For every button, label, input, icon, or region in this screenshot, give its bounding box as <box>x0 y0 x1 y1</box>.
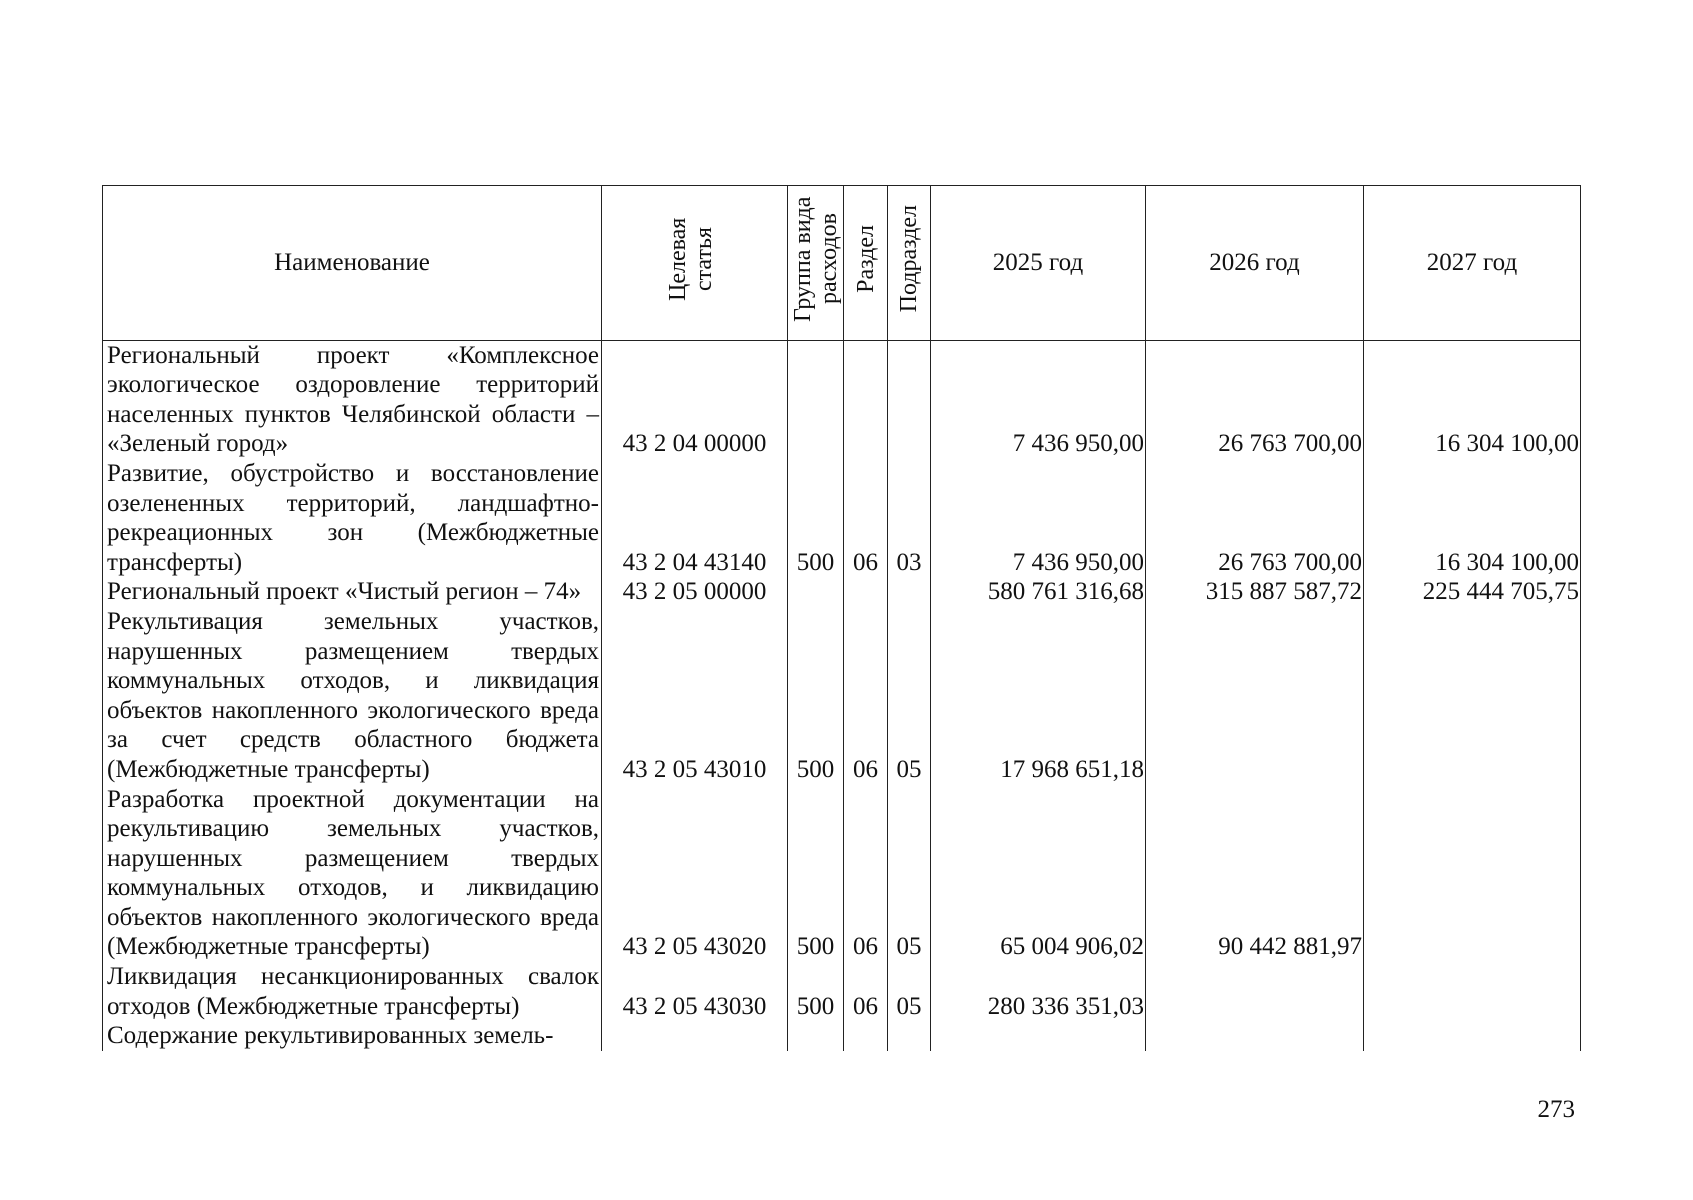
row-section <box>844 340 888 459</box>
row-2026: 26 763 700,00 <box>1146 459 1364 577</box>
header-subsection-label: Подраздел <box>896 205 922 313</box>
header-section-label: Раздел <box>852 225 879 293</box>
row-subsection <box>888 577 931 607</box>
table-row <box>103 1021 1581 1051</box>
row-2027 <box>1364 962 1581 1021</box>
header-section <box>844 186 888 341</box>
row-section <box>844 1021 888 1051</box>
header-name: Наименование <box>103 186 602 341</box>
row-section: 06 <box>844 459 888 577</box>
page-number: 273 <box>1537 1096 1575 1123</box>
row-subsection: 03 <box>888 459 931 577</box>
row-2027 <box>1364 607 1581 785</box>
row-expense-group: 500 <box>788 607 844 785</box>
row-2027: 16 304 100,00 <box>1364 459 1581 577</box>
table-row <box>103 785 1581 963</box>
row-subsection: 05 <box>888 607 931 785</box>
row-expense-group <box>788 340 844 459</box>
row-subsection <box>888 1021 931 1051</box>
row-name: Разработка проектной документации на рекультивацию земельных участков, нарушенных размещением твердых коммунальных отходов, и ликвидацию объектов накопленного экологического вреда (Межбюджетные трансферты) <box>103 785 602 963</box>
row-subsection: 05 <box>888 785 931 963</box>
row-name: Региональный проект «Комплексное экологическое оздоровление территорий населенных пунктов Челябинской области – «Зеленый город» <box>103 340 602 459</box>
row-expense-group: 500 <box>788 785 844 963</box>
row-target-article: 43 2 05 00000 <box>602 577 788 607</box>
row-section: 06 <box>844 785 888 963</box>
header-expense-group-label: Группа вида расходов <box>789 196 842 322</box>
row-2025: 65 004 906,02 <box>931 785 1146 963</box>
row-name: Развитие, обустройство и восстановление озелененных территорий, ландшафтно-рекреационных зон (Межбюджетные трансферты) <box>103 459 602 577</box>
row-2026 <box>1146 1021 1364 1051</box>
row-expense-group: 500 <box>788 459 844 577</box>
row-target-article: 43 2 05 43020 <box>602 785 788 963</box>
row-expense-group: 500 <box>788 962 844 1021</box>
header-2027: 2027 год <box>1364 186 1581 341</box>
row-2025: 280 336 351,03 <box>931 962 1146 1021</box>
row-2025: 7 436 950,00 <box>931 340 1146 459</box>
row-2026 <box>1146 962 1364 1021</box>
table-row <box>103 577 1581 607</box>
header-subsection <box>888 186 931 341</box>
row-subsection: 05 <box>888 962 931 1021</box>
table-row <box>103 340 1581 459</box>
row-2025: 580 761 316,68 <box>931 577 1146 607</box>
row-name: Содержание рекультивированных земель- <box>103 1021 602 1051</box>
header-target-article <box>602 186 788 341</box>
row-name: Региональный проект «Чистый регион – 74» <box>103 577 602 607</box>
row-2025 <box>931 1021 1146 1051</box>
header-expense-group <box>788 186 844 341</box>
row-target-article <box>602 1021 788 1051</box>
row-2026 <box>1146 607 1364 785</box>
row-target-article: 43 2 05 43030 <box>602 962 788 1021</box>
budget-table <box>102 185 1581 1051</box>
row-2027 <box>1364 785 1581 963</box>
row-target-article: 43 2 04 00000 <box>602 340 788 459</box>
table-row <box>103 607 1581 785</box>
row-name: Ликвидация несанкционированных свалок отходов (Межбюджетные трансферты) <box>103 962 602 1021</box>
row-section: 06 <box>844 607 888 785</box>
row-subsection <box>888 340 931 459</box>
row-name: Рекультивация земельных участков, нарушенных размещением твердых коммунальных отходов, и ликвидация объектов накопленного экологического вреда за счет средств областного бюджета (Межбюджетные трансферты) <box>103 607 602 785</box>
row-2025: 7 436 950,00 <box>931 459 1146 577</box>
table-row <box>103 459 1581 577</box>
header-2026: 2026 год <box>1146 186 1364 341</box>
header-target-article-label: Целевая статья <box>664 217 717 301</box>
table-row <box>103 962 1581 1021</box>
table-header-row <box>103 186 1581 341</box>
row-section: 06 <box>844 962 888 1021</box>
row-expense-group <box>788 1021 844 1051</box>
row-2026: 26 763 700,00 <box>1146 340 1364 459</box>
row-section <box>844 577 888 607</box>
row-target-article: 43 2 05 43010 <box>602 607 788 785</box>
row-target-article: 43 2 04 43140 <box>602 459 788 577</box>
row-2027: 225 444 705,75 <box>1364 577 1581 607</box>
row-expense-group <box>788 577 844 607</box>
row-2026: 315 887 587,72 <box>1146 577 1364 607</box>
row-2027 <box>1364 1021 1581 1051</box>
header-2025: 2025 год <box>931 186 1146 341</box>
row-2026: 90 442 881,97 <box>1146 785 1364 963</box>
row-2025: 17 968 651,18 <box>931 607 1146 785</box>
row-2027: 16 304 100,00 <box>1364 340 1581 459</box>
